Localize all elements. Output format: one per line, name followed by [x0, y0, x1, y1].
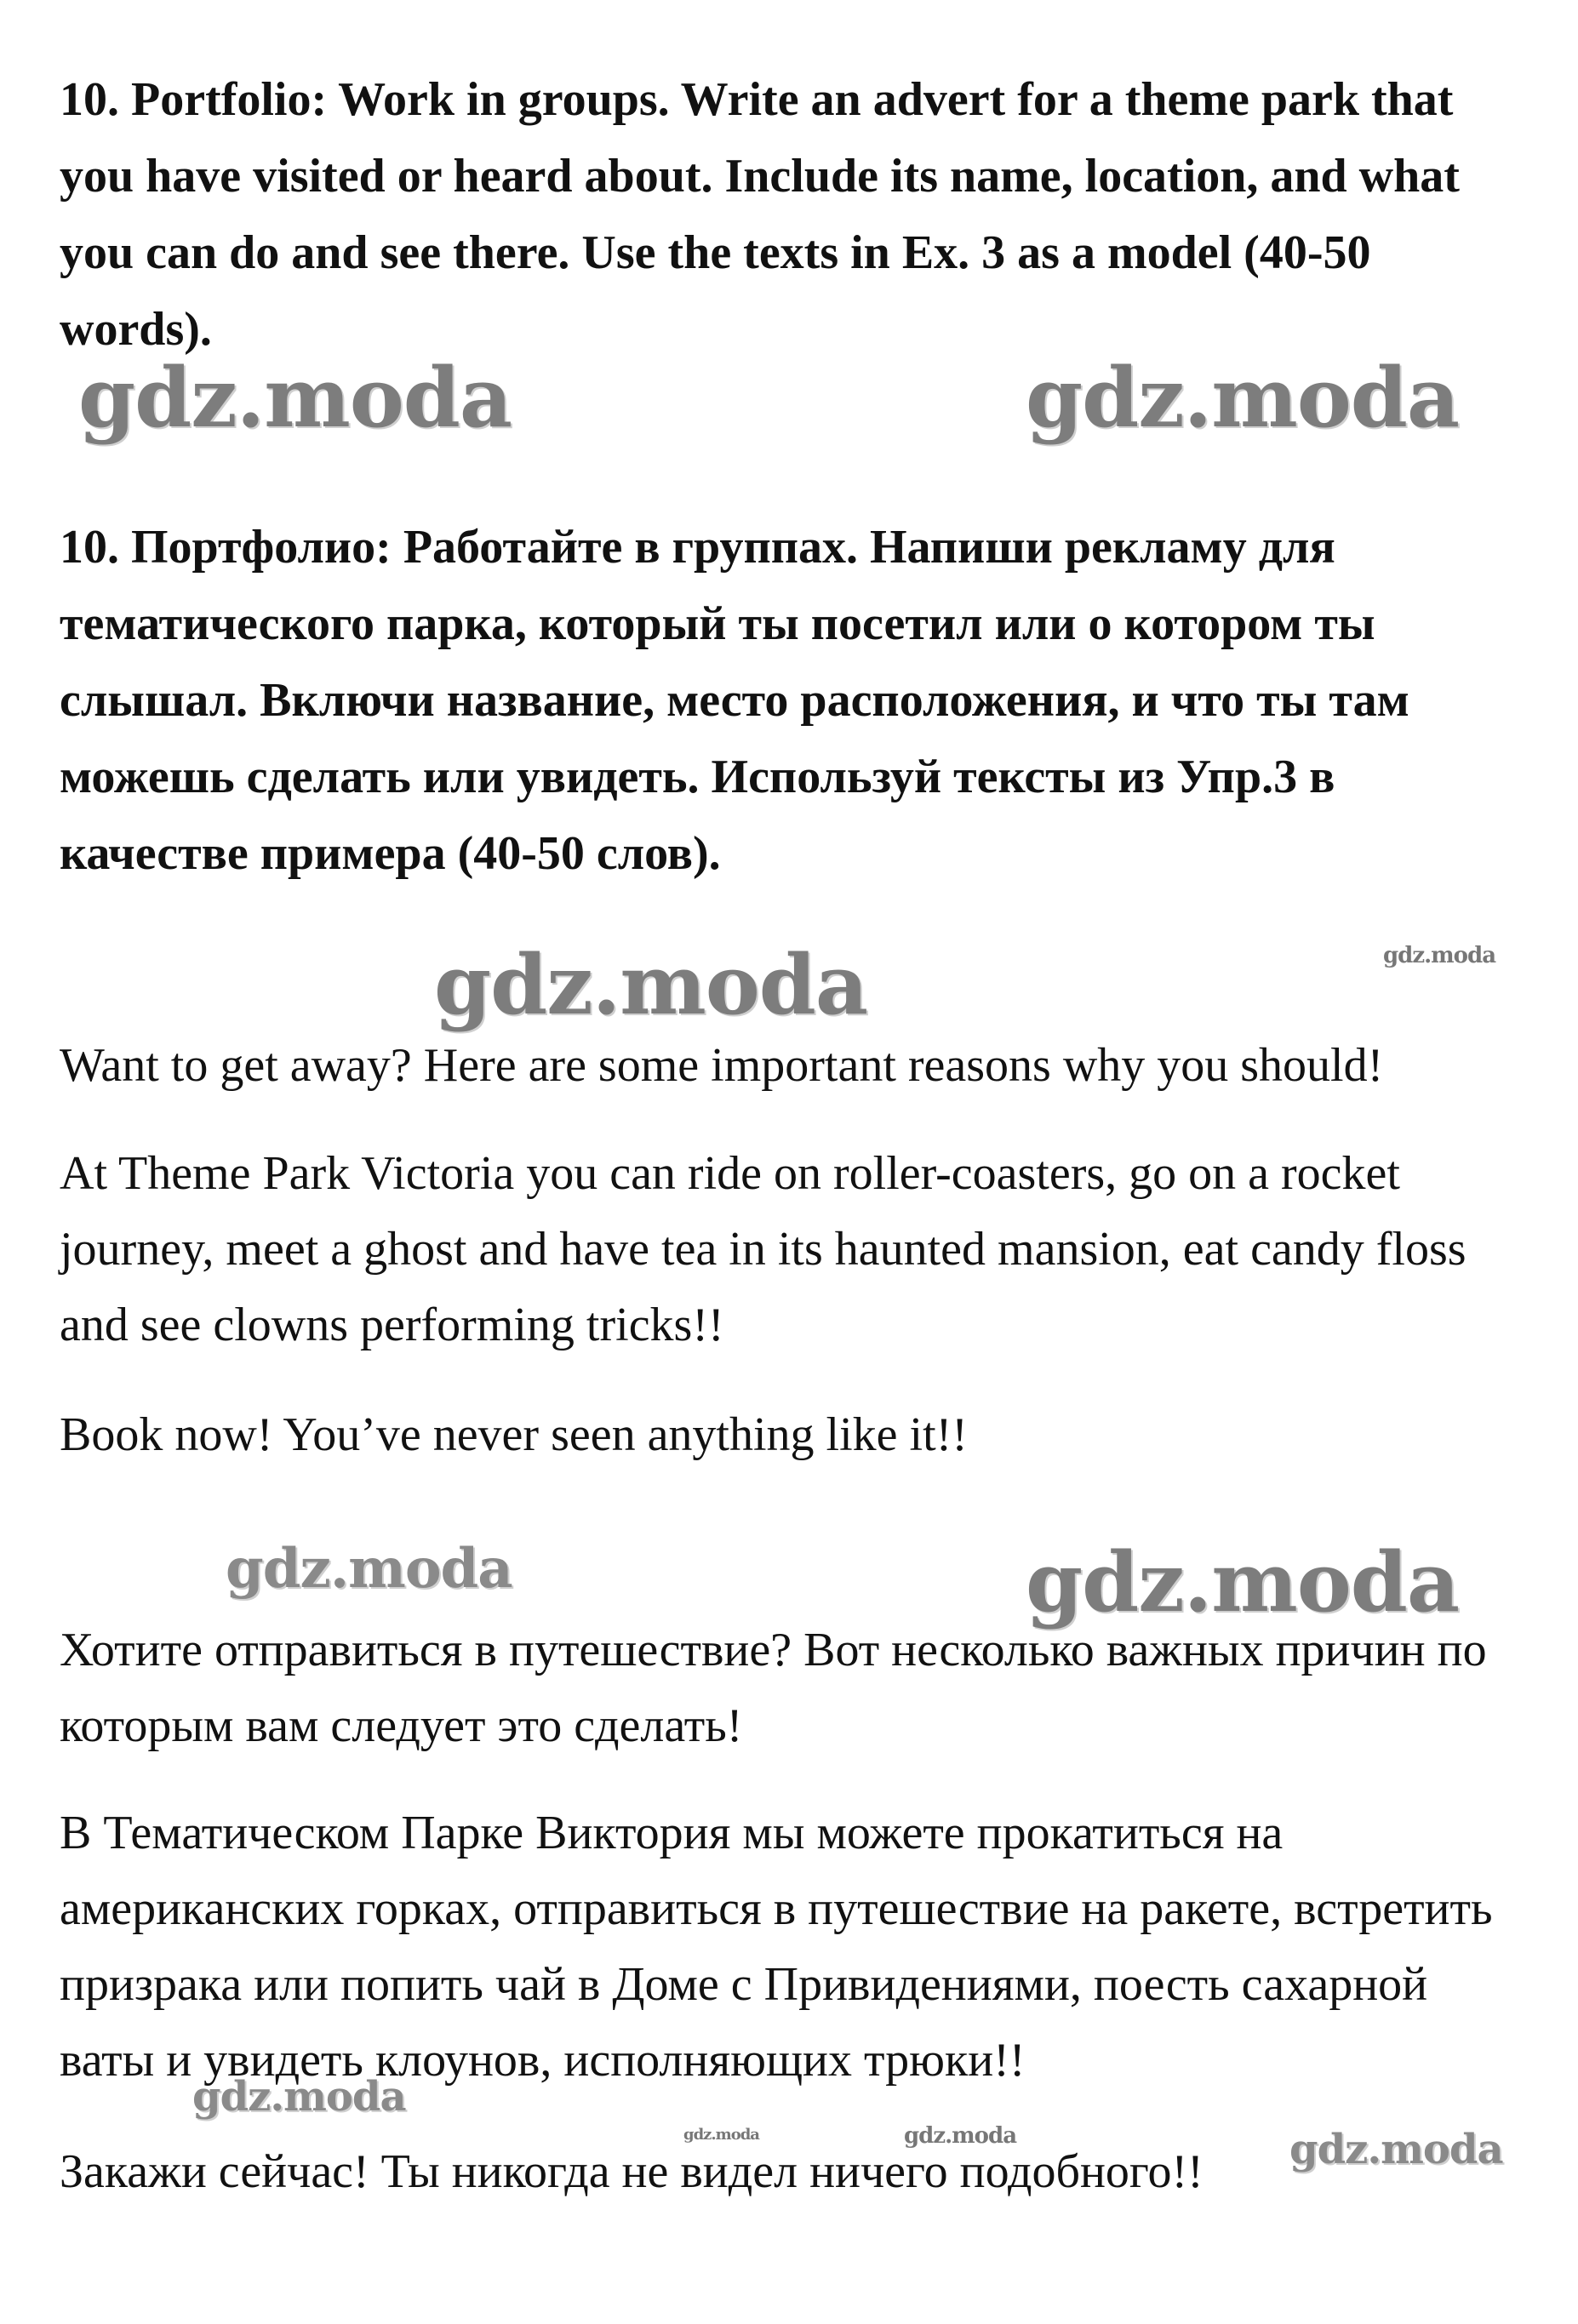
answer-en-body: At Theme Park Victoria you can ride on roller-coasters, go on a rocket journey, meet a ghost and have tea in its haunted mansion, eat candy floss and see clowns performing tricks!! — [60, 1147, 1467, 1351]
watermark: gdz.moda — [434, 937, 868, 1033]
watermark: gdz.moda — [1289, 2126, 1503, 2173]
watermark: gdz.moda — [192, 2073, 406, 2121]
watermark: gdz.moda — [1383, 943, 1496, 968]
watermark: gdz.moda — [904, 2123, 1017, 2149]
answer-ru-body: В Тематическом Парке Виктория мы можете прокатиться на американских горках, отправиться в путешествие на ракете, встретить призрака или попить чай в Доме с Привидениями, поесть сахарной ваты и увидеть клоунов, исполняющих трюки!! — [60, 1807, 1493, 2087]
watermark: gdz.moda — [78, 350, 512, 446]
task-russian: 10. Портфолио: Работайте в группах. Напиши рекламу для тематического парка, который ты посетил или о котором ты слышал. Включи название, место расположения, и что ты там можешь сделать или увидеть. Используй тексты из Упр.3 в качестве примера (40-50 слов). — [60, 521, 1409, 880]
watermark: gdz.moda — [683, 2126, 759, 2144]
task-english: 10. Portfolio: Work in groups. Write an advert for a theme park that you have visited or heard about. Include its name, location, and what you can do and see there. Use the texts in Ex. 3 as a model (40-50 words). — [60, 73, 1460, 356]
watermark: gdz.moda — [1026, 350, 1460, 446]
answer-ru-closing: Закажи сейчас! Ты никогда не видел ничего подобного!! — [60, 2145, 1204, 2198]
answer-en-closing: Book now! You’ve never seen anything like it!! — [60, 1408, 968, 1461]
answer-ru-intro: Хотите отправиться в путешествие? Вот несколько важных причин по которым вам следует это сделать! — [60, 1624, 1487, 1752]
answer-en-intro: Want to get away? Here are some important reasons why you should! — [60, 1039, 1384, 1092]
watermark: gdz.moda — [226, 1537, 512, 1601]
watermark: gdz.moda — [1026, 1534, 1460, 1630]
